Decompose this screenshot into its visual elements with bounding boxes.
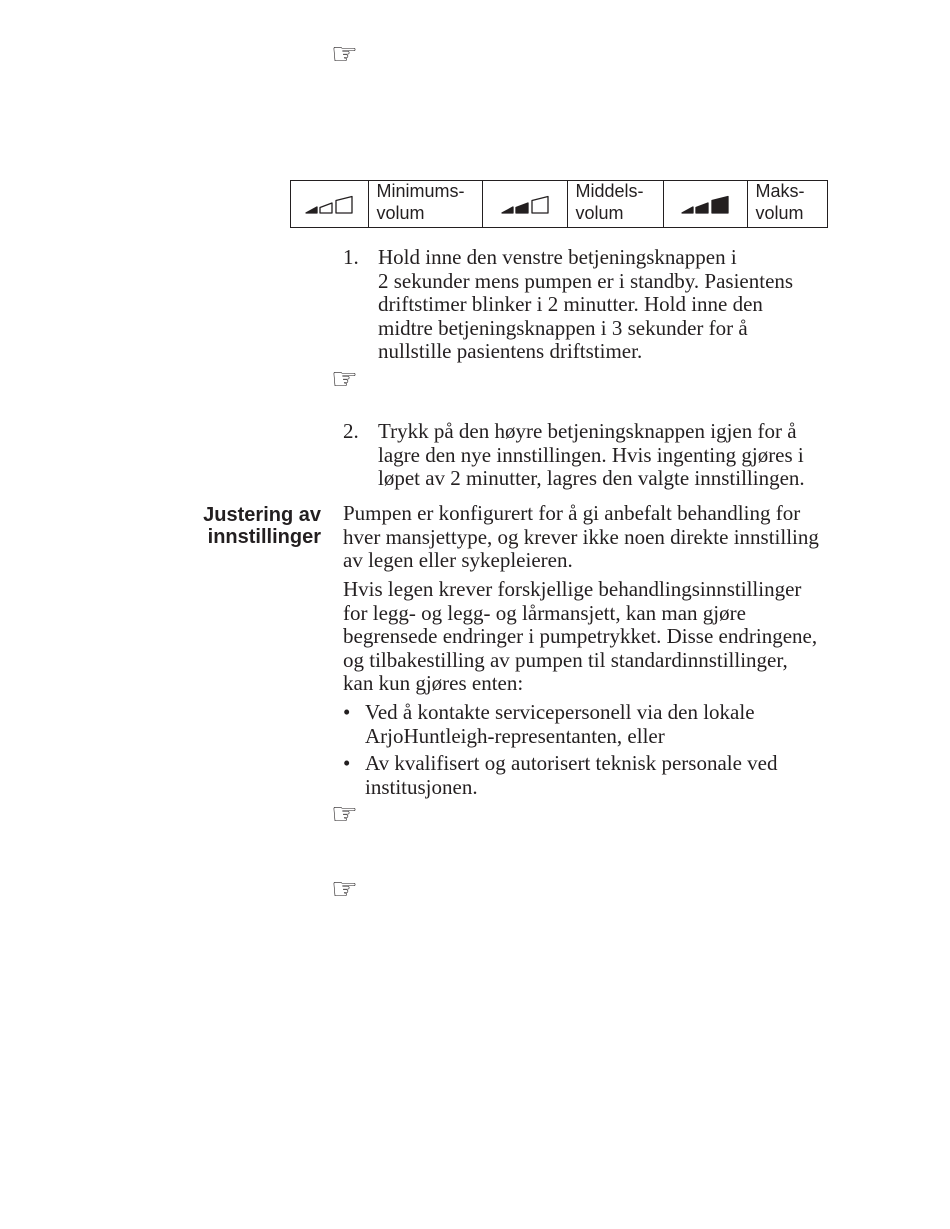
paragraph-1: [343, 502, 819, 573]
text-line: Ved å kontakte servicepersonell via den lokale: [365, 700, 755, 724]
volume-segment-1: [682, 207, 693, 213]
text-line: lagre den nye innstillingen. Hvis ingenting gjøres i: [378, 442, 804, 467]
label-line: volum: [575, 202, 624, 223]
bullet-text: [365, 752, 778, 799]
pointing-hand-icon: [331, 875, 358, 905]
volume-medium-label: [567, 181, 663, 227]
text-line: 2 sekunder mens pumpen er i standby. Pasientens: [378, 268, 794, 293]
section-heading: [203, 504, 321, 548]
label-line: Maks-: [755, 181, 805, 201]
pointing-hand-icon: [331, 40, 358, 70]
text-line: ArjoHuntleigh-representanten, eller: [365, 723, 665, 748]
volume-segment-3: [336, 196, 352, 213]
volume-segment-2: [516, 203, 528, 213]
text-line: midtre betjeningsknappen i 3 sekunder for å: [378, 315, 748, 340]
text-line: for legg- og legg- og lårmansjett, kan man gjøre: [343, 600, 746, 625]
volume-segment-2: [696, 203, 708, 213]
text-line: Trykk på den høyre betjeningsknappen igjen for å: [378, 419, 797, 443]
volume-segment-1: [306, 207, 317, 213]
volume-maximum-icon-cell: [663, 181, 747, 227]
label-line: Minimums-: [376, 181, 465, 201]
text-line: Av kvalifisert og autorisert teknisk personale ved: [365, 751, 778, 775]
text-line: begrensede endringer i pumpetrykket. Disse endringene,: [343, 624, 818, 648]
pointing-hand-icon: [331, 800, 358, 830]
volume-medium-icon-cell: [482, 181, 567, 227]
volume-segment-1: [502, 207, 513, 213]
label-line: volum: [376, 202, 425, 223]
volume-table: [290, 180, 828, 228]
step-number: 2.: [343, 419, 359, 443]
volume-medium-icon: [501, 195, 549, 214]
heading-line: innstillinger: [207, 526, 321, 548]
text-line: hver mansjettype, og krever ikke noen direkte innstilling: [343, 524, 819, 549]
volume-segment-3: [712, 196, 728, 213]
text-line: Pumpen er konfigurert for å gi anbefalt behandling for: [343, 501, 801, 525]
volume-maximum-icon: [681, 195, 729, 214]
text-line: løpet av 2 minutter, lagres den valgte innstillingen.: [378, 466, 805, 490]
text-line: av legen eller sykepleieren.: [343, 548, 573, 572]
volume-segment-2: [320, 203, 332, 213]
volume-minimum-icon-cell: [291, 181, 368, 227]
text-line: og tilbakestilling av pumpen til standardinnstillinger,: [343, 647, 788, 672]
volume-maximum-label: [747, 181, 827, 227]
pointing-hand-icon: [331, 365, 358, 395]
text-line: nullstille pasientens driftstimer.: [378, 339, 643, 363]
text-line: Hold inne den venstre betjeningsknappen i: [378, 245, 737, 269]
paragraph-2: [343, 578, 817, 696]
step-text: [378, 246, 793, 364]
text-line: Hvis legen krever forskjellige behandlingsinnstillinger: [343, 577, 802, 601]
label-line: volum: [755, 202, 804, 223]
volume-minimum-icon: [305, 195, 353, 214]
step-number: 1.: [343, 245, 359, 269]
volume-segment-3: [532, 196, 548, 213]
text-line: kan kun gjøres enten:: [343, 671, 524, 695]
text-line: driftstimer blinker i 2 minutter. Hold inne den: [378, 292, 763, 316]
volume-minimum-label: [368, 181, 482, 227]
bullet-text: [365, 701, 755, 748]
text-line: institusjonen.: [365, 774, 478, 799]
step-text: [378, 420, 805, 491]
label-line: Middels-: [575, 181, 644, 201]
heading-line: Justering av: [203, 504, 321, 526]
